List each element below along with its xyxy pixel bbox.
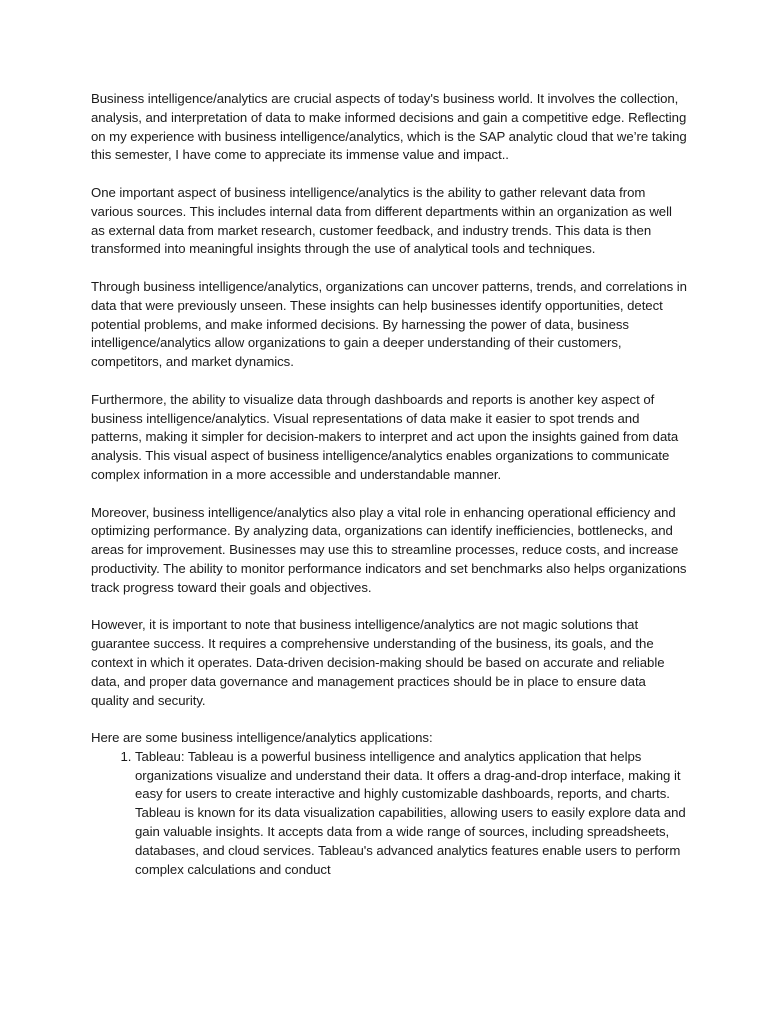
list-intro: Here are some business intelligence/analytics applications: <box>91 730 433 746</box>
paragraph-caveats: However, it is important to note that business intelligence/analytics are not magic solutions that guarantee success. It requires a comprehensive understanding of the business, its goals, and the context in which it operates. Data-driven decision-making should be based on accurate and reliable data, and proper data governance and management practices should be in place to ensure data quality and security. <box>91 617 665 708</box>
list-item: 1. Tableau: Tableau is a powerful business intelligence and analytics application that helps organizations visualize and understand their data. It offers a drag-and-drop interface, making it easy for users to create interactive and highly customizable dashboards, reports, and charts. Tableau is known for its data visualization capabilities, allowing users to easily explore data and gain valuable insights. It accepts data from a wide range of sources, including spreadsheets, databases, and cloud services. Tableau's advanced analytics features enable users to perform complex calculations and conduct <box>135 748 687 880</box>
applications-list <box>91 748 687 880</box>
paragraph-visualization: Furthermore, the ability to visualize data through dashboards and reports is another key aspect of business intelligence/analytics. Visual representations of data make it easier to spot trends and patterns, making it simpler for decision-makers to interpret and act upon the insights gained from data analysis. This visual aspect of business intelligence/analytics enables organizations to communicate complex information in a more accessible and understandable manner. <box>91 391 679 482</box>
paragraph-intro: Business intelligence/analytics are crucial aspects of today's business world. It involves the collection, analysis, and interpretation of data to make informed decisions and gain a competitive edge. Reflecting on my experience with business intelligence/analytics, which is the SAP analytic cloud that we’re taking this semester, I have come to appreciate its immense value and impact.. <box>91 91 687 163</box>
paragraph-efficiency: Moreover, business intelligence/analytics also play a vital role in enhancing operational efficiency and optimizing performance. By analyzing data, organizations can identify inefficiencies, bottlenecks, and areas for improvement. Businesses may use this to streamline processes, reduce costs, and increase productivity. The ability to monitor performance indicators and set benchmarks also helps organizations track progress toward their goals and objectives. <box>91 504 687 595</box>
paragraph-patterns: Through business intelligence/analytics, organizations can uncover patterns, trends, and correlations in data that were previously unseen. These insights can help businesses identify opportunities, detect potential problems, and make informed decisions. By harnessing the power of data, business intelligence/analytics allow organizations to gain a deeper understanding of their customers, competitors, and market dynamics. <box>91 278 687 370</box>
document-body <box>91 90 687 879</box>
paragraph-data-gathering: One important aspect of business intelligence/analytics is the ability to gather relevant data from various sources. This includes internal data from different departments within an organization as well as external data from market research, customer feedback, and industry trends. This data is then transformed into meaningful insights through the use of analytical tools and techniques. <box>91 184 672 257</box>
